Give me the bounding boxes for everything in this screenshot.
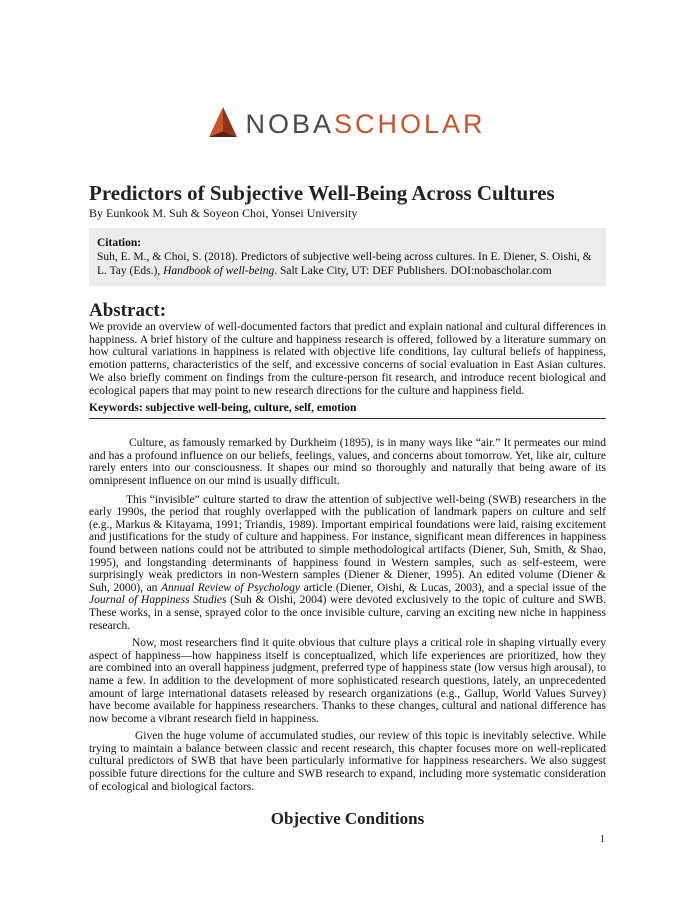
paragraph-text: article (Diener, Oishi, & Lucas, 2003), and a special issue of the bbox=[300, 581, 606, 594]
logo-scholar-text: SCHOLAR bbox=[334, 109, 486, 139]
body-paragraph: Now, most researchers find it quite obvious that culture plays a critical role in shaping virtually every aspect of happiness—how happiness itself is conceptualized, which life experiences are prioritized, how they are combined into an overall happiness judgment, preferred type of happiness state (low versus high arousal), to name a few. In addition to the development of more sophisticated research questions, lately, an unprecedented amount of large international datasets released by research organizations (e.g., Gallup, World Values Survey) have become available for happiness researchers. Thanks to these changes, cultural and national difference has now become a vibrant research field in happiness. bbox=[89, 637, 606, 725]
paragraph-text: (Suh & Oishi, 2004) were devoted exclusively to the topic of culture and SWB. These works, in a sense, sprayed color to the once invisible culture, carving an exciting new niche in happiness research. bbox=[89, 594, 606, 632]
paper-title: Predictors of Subjective Well-Being Across Cultures bbox=[89, 181, 555, 205]
body-paragraph bbox=[89, 494, 606, 633]
body-paragraph: Given the huge volume of accumulated studies, our review of this topic is inevitably selective. While trying to maintain a balance between classic and recent research, this chapter focuses more on well-replicated cultural predictors of SWB that have been particularly informative for happiness researchers. We also suggest possible future directions for the culture and SWB research to expand, including more systematic consideration of ecological and biological factors. bbox=[89, 730, 606, 793]
abstract-text: We provide an overview of well-documented factors that predict and explain national and cultural differences in happiness. A brief history of the culture and happiness research is offered, followed by a literature summary on how cultural variations in happiness is related with objective life conditions, lay cultural beliefs of happiness, emotion patterns, characteristics of the self, and excessive concerns of social evaluation in East Asian cultures. We also briefly comment on findings from the culture-person fit research, and introduce recent biological and ecological papers that may point to new research directions for the culture and happiness field. bbox=[89, 321, 606, 397]
abstract-heading: Abstract: bbox=[89, 300, 167, 321]
logo-wordmark bbox=[245, 104, 485, 144]
citation-label: Citation: bbox=[97, 237, 142, 249]
logo-noba-text: NOBA bbox=[245, 109, 334, 139]
page-number: 1 bbox=[600, 834, 605, 845]
body-paragraph: Culture, as famously remarked by Durkheim (1895), is in many ways like “air.” It permeates our mind and has a profound influence on our beliefs, feelings, values, and concerns about tomorrow. Yet, like air, culture rarely enters into our consciousness. It shapes our mind so thoroughly and naturally that being aware of its omnipresent influence on our mind is usually difficult. bbox=[89, 437, 606, 487]
journal-title: Journal of Happiness Studies bbox=[89, 594, 227, 607]
citation-box bbox=[89, 228, 606, 286]
noba-scholar-logo bbox=[0, 104, 695, 144]
journal-title: Annual Review of Psychology bbox=[161, 581, 301, 594]
citation-text bbox=[97, 250, 598, 278]
citation-book-title: Handbook of well-being bbox=[163, 265, 275, 277]
section-heading: Objective Conditions bbox=[270, 809, 425, 829]
noba-mountain-icon bbox=[209, 107, 237, 141]
citation-text-part: . Salt Lake City, UT: DEF Publishers. DOI:nobascholar.com bbox=[274, 265, 552, 277]
author-byline: By Eunkook M. Suh & Soyeon Choi, Yonsei University bbox=[89, 206, 358, 220]
paragraph-text: This “invisible” culture started to draw the attention of subjective well-being (SWB) researchers in the early 1990s, the period that roughly overlapped with the publication of landmark papers on culture and self (e.g., Markus & Kitayama, 1991; Triandis, 1989). Important empirical foundations were laid, raising excitement and justifications for the study of culture and happiness. For instance, significant mean differences in happiness found between nations could not be attributed to simple methodological artifacts (Diener, Suh, Smith, & Shao, 1995), and longstanding determinants of happiness found in Western samples, such as self-esteem, were surprisingly weak predictors in non-Western samples (Diener & Diener, 1995). An edited volume (Diener & Suh, 2000), an bbox=[89, 493, 606, 594]
paper-content bbox=[89, 180, 606, 829]
citation-text-part: Suh, E. M., & Choi, S. (2018). Predictors of subjective well-being across cultures. In E. Diener, S. Oishi, & L. Tay (Eds.), bbox=[97, 251, 592, 277]
keywords: Keywords: subjective well-being, culture, self, emotion bbox=[89, 401, 606, 419]
